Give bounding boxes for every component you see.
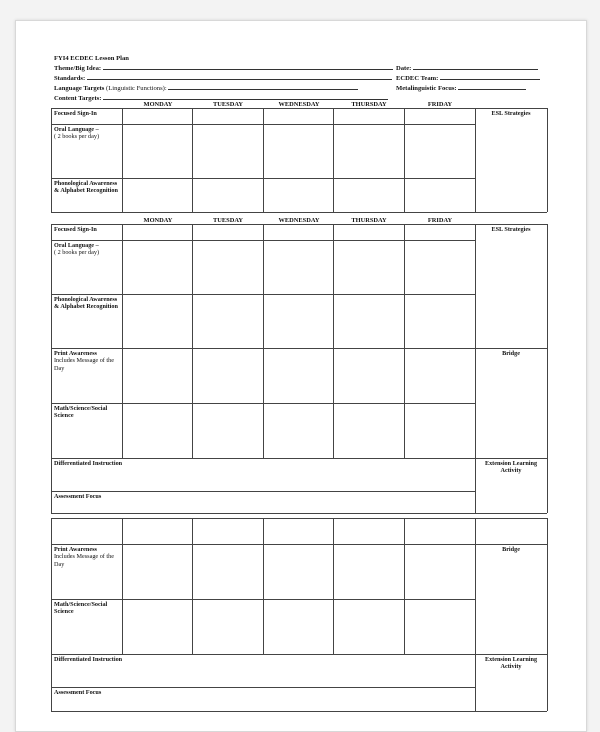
- language-targets-label: Language Targets: [54, 85, 105, 92]
- table-line: [51, 518, 52, 711]
- header-left: [54, 55, 393, 103]
- row-label-assessment: Assessment Focus: [54, 689, 102, 696]
- content-targets-field[interactable]: [103, 93, 388, 100]
- day-header: TUESDAY: [213, 101, 243, 108]
- table-line: [51, 513, 547, 514]
- header-right: [396, 63, 540, 93]
- row-label-focused-sign-in: Focused Sign-In: [54, 110, 97, 117]
- theme-field[interactable]: [103, 63, 393, 70]
- row-label-focused-sign-in: Focused Sign-In: [54, 226, 97, 233]
- row-label-math-science: Math/Science/Social Science: [54, 601, 108, 616]
- table-line: [51, 224, 52, 513]
- standards-field[interactable]: [87, 73, 392, 80]
- oral-language-title: Oral Language –: [54, 126, 99, 133]
- day-header: THURSDAY: [351, 101, 387, 108]
- row-label-phonological: Phonological Awareness & Alphabet Recognition: [54, 296, 118, 311]
- table-line: [333, 518, 334, 654]
- team-field[interactable]: [440, 73, 540, 80]
- oral-language-note: ( 2 books per day): [54, 249, 100, 257]
- table-line: [192, 108, 193, 212]
- table-line: [404, 108, 405, 212]
- table-line: [404, 518, 405, 654]
- print-awareness-title: Print Awareness: [54, 546, 97, 553]
- extension-activity-label: Extension Learning Activity: [484, 460, 538, 475]
- bridge-label: Bridge: [502, 546, 520, 553]
- day-header: MONDAY: [143, 217, 173, 224]
- table-line: [547, 224, 548, 513]
- language-targets-field[interactable]: [168, 83, 358, 90]
- table-line: [192, 518, 193, 654]
- team-label: ECDEC Team:: [396, 75, 439, 82]
- oral-language-note: ( 2 books per day): [54, 133, 100, 141]
- table-line: [404, 224, 405, 458]
- theme-label: Theme/Big Idea:: [54, 65, 102, 72]
- print-awareness-title: Print Awareness: [54, 350, 97, 357]
- table-line: [333, 224, 334, 458]
- table-line: [263, 108, 264, 212]
- row-label-print-awareness: [54, 546, 120, 568]
- table-line: [51, 491, 475, 492]
- extension-activity-label: Extension Learning Activity: [484, 656, 538, 671]
- row-label-oral-language: [54, 126, 120, 141]
- table-line: [51, 108, 547, 109]
- esl-strategies-label: ESL Strategies: [491, 110, 531, 117]
- row-label-assessment: Assessment Focus: [54, 493, 102, 500]
- table-line: [547, 108, 548, 212]
- esl-strategies-label: ESL Strategies: [491, 226, 531, 233]
- table-line: [263, 518, 264, 654]
- oral-language-title: Oral Language –: [54, 242, 99, 249]
- bridge-label: Bridge: [502, 350, 520, 357]
- table-line: [475, 108, 476, 212]
- language-targets-note: (Linguistic Functions):: [106, 85, 167, 92]
- table-line: [51, 544, 547, 545]
- table-line: [51, 711, 547, 712]
- day-header: MONDAY: [143, 101, 173, 108]
- table-line: [547, 518, 548, 711]
- day-header: WEDNESDAY: [278, 217, 320, 224]
- table-line: [51, 458, 547, 459]
- print-awareness-note: Includes Message of the Day: [54, 553, 114, 568]
- table-line: [122, 108, 123, 212]
- table-line: [51, 654, 547, 655]
- day-header: TUESDAY: [213, 217, 243, 224]
- date-label: Date:: [396, 65, 412, 72]
- table-line: [122, 224, 123, 458]
- table-line: [51, 212, 547, 213]
- row-label-differentiated: Differentiated Instruction: [54, 656, 123, 663]
- day-header: FRIDAY: [427, 217, 453, 224]
- content-targets-label: Content Targets:: [54, 95, 102, 102]
- table-line: [192, 224, 193, 458]
- row-label-phonological: Phonological Awareness & Alphabet Recognition: [54, 180, 118, 195]
- table-line: [333, 108, 334, 212]
- day-header: THURSDAY: [351, 217, 387, 224]
- table-line: [51, 518, 547, 519]
- table-line: [51, 224, 547, 225]
- row-label-print-awareness: [54, 350, 120, 372]
- day-header: WEDNESDAY: [278, 101, 320, 108]
- row-label-math-science: Math/Science/Social Science: [54, 405, 108, 420]
- table-line: [263, 224, 264, 458]
- plan-title: FYI4 ECDEC Lesson Plan: [54, 55, 129, 62]
- table-line: [51, 108, 52, 212]
- date-field[interactable]: [413, 63, 538, 70]
- table-line: [51, 687, 475, 688]
- lesson-plan-page: [15, 20, 587, 732]
- row-label-differentiated: Differentiated Instruction: [54, 460, 123, 467]
- metalinguistic-field[interactable]: [458, 83, 526, 90]
- metalinguistic-label: Metalinguistic Focus:: [396, 85, 457, 92]
- day-header: FRIDAY: [427, 101, 453, 108]
- row-label-oral-language: [54, 242, 120, 257]
- print-awareness-note: Includes Message of the Day: [54, 357, 114, 372]
- standards-label: Standards:: [54, 75, 86, 82]
- table-line: [122, 518, 123, 654]
- table-line: [51, 348, 547, 349]
